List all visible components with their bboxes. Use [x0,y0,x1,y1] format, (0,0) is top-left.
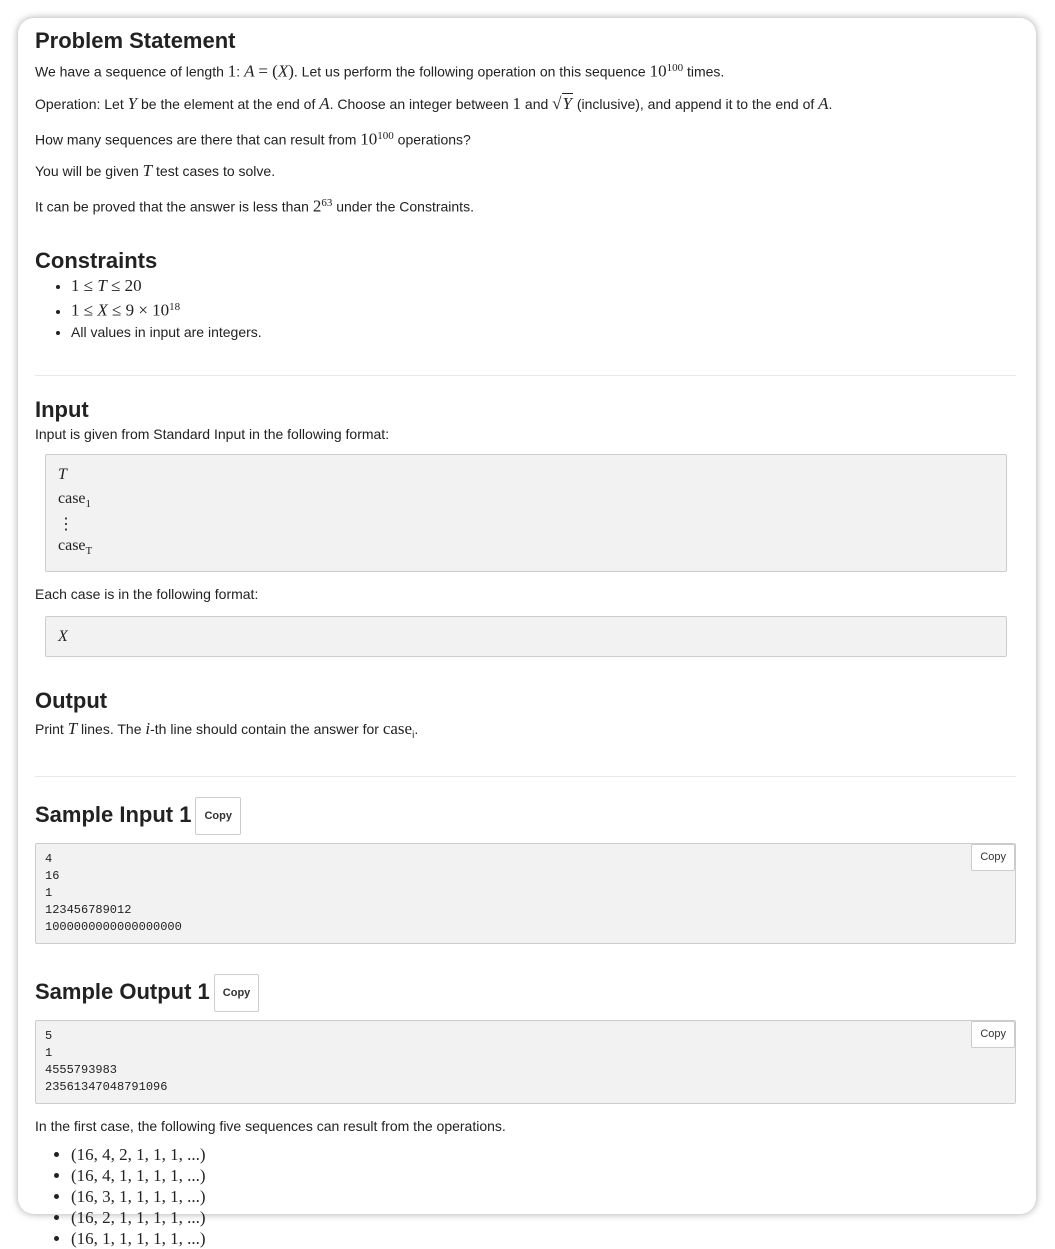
case-format-box: X [45,616,1007,657]
constraint-item: • 1 ≤ T ≤ 20 [71,275,1016,297]
problem-paragraph-5: It can be proved that the answer is less than $2^{63}$ under the Constraints. [35,196,474,216]
problem-card [18,18,1036,1248]
problem-statement-heading: Problem Statement [35,28,236,53]
sequence-item: • (16, 1, 1, 1, 1, 1, ...) [71,1228,1016,1249]
sequence-list [35,1144,1016,1249]
problem-paragraph-2: Operation: Let Y be the element at the end of A. Choose an integer between 1 and √Y (inclusive), and append it to the end of A. [35,93,833,113]
sequence-item: • (16, 4, 1, 1, 1, 1, ...) [71,1165,1016,1186]
sample-input-block[interactable] [35,843,1016,944]
each-case-description: Each case is in the following format: [35,586,259,602]
constraint-item: • $1 \le X \le 9 \times 10^{18}$ [71,297,1016,322]
problem-paragraph-1: We have a sequence of length 1: A = (X). Let us perform the following operation on this sequence $10^{100}$ times. [35,61,725,81]
sample-output-heading: Sample Output 1 Copy [35,974,1016,1012]
explanation-intro: In the first case, the following five sequences can result from the operations. [35,1117,506,1134]
constraint-item: • All values in input are integers. [71,322,1016,343]
problem-paragraph-4: You will be given T test cases to solve. [35,161,276,181]
sample-output-block-copy-button[interactable]: Copy [971,1021,1015,1048]
sample-output-copy-button[interactable]: Copy [214,974,260,1012]
problem-paragraph-3: How many sequences are there that can result from $10^{100}$ operations? [35,129,471,149]
input-description: Input is given from Standard Input in the following format: [35,425,390,442]
sample-output-text: 5 1 4555793983 23561347048791096 [45,1028,168,1094]
input-heading: Input [35,396,89,422]
sequence-item: • (16, 2, 1, 1, 1, 1, ...) [71,1207,1016,1228]
constraints-heading: Constraints [35,247,158,273]
output-description: Print T lines. The i-th line should contain the answer for case$_i$. [35,719,419,741]
sample-input-heading: Sample Input 1 Copy [35,797,1016,835]
sequence-item: • (16, 3, 1, 1, 1, 1, ...) [71,1186,1016,1207]
sample-input-block-copy-button[interactable]: Copy [971,844,1015,871]
output-heading: Output [35,688,108,713]
sample-output-block[interactable] [35,1020,1016,1104]
sample-input-text: 4 16 1 123456789012 1000000000000000000 [45,851,182,934]
input-format-box: T case$_1$ ⋮ case$_T$ [45,454,1007,572]
sequence-item: • (16, 4, 2, 1, 1, 1, ...) [71,1144,1016,1165]
constraints-list [35,275,1016,343]
sample-input-copy-button[interactable]: Copy [195,797,241,835]
